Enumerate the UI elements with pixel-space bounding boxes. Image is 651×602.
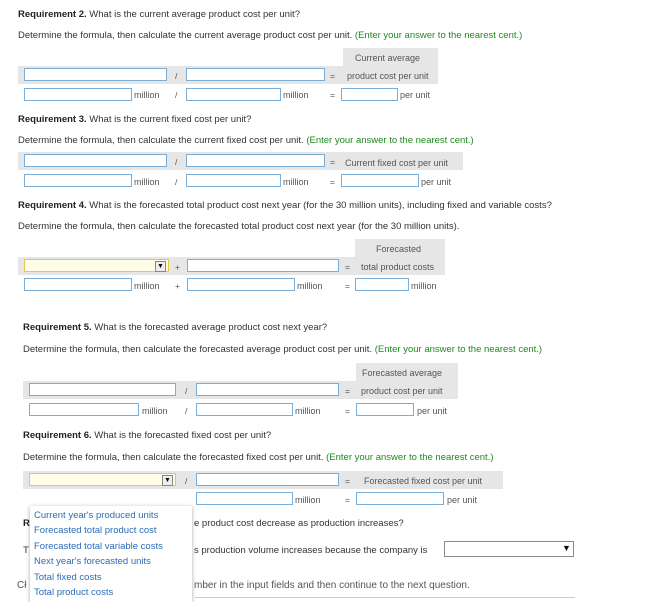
req2-instruction-note: (Enter your answer to the nearest cent.) [354, 30, 523, 41]
req4-heading [18, 200, 552, 211]
req6-unit-million: million [295, 495, 321, 505]
req2-heading-text: What is the current average product cost per unit? [89, 9, 300, 20]
req2-result-unit: per unit [400, 90, 431, 100]
req4-cost-dropdown[interactable] [24, 259, 169, 272]
req2-instruction [18, 30, 522, 41]
req4-heading-bold: Requirement 4. [18, 200, 87, 211]
req2-result-input[interactable] [341, 88, 398, 101]
req5-result-input[interactable] [356, 403, 414, 416]
footer-prefix: Cł [17, 580, 27, 591]
req2-denominator-label-input[interactable] [186, 68, 325, 81]
req7-heading-partial: e product cost decrease as production increases? [194, 518, 404, 529]
req3-divide-sign-2: / [175, 177, 178, 187]
req2-divide-sign: / [175, 71, 178, 81]
req2-numerator-value-input[interactable] [24, 88, 132, 101]
req4-plus-sign-2: + [175, 281, 180, 291]
req5-instruction-text: Determine the formula, then calculate the forecasted average product cost per unit. [23, 344, 373, 355]
dropdown-option[interactable]: Current year's produced units [34, 510, 159, 521]
req3-result-input[interactable] [341, 174, 419, 187]
req6-denominator-label-input[interactable] [196, 473, 339, 486]
footer-divider [195, 597, 575, 598]
req6-denominator-value-input[interactable] [196, 492, 293, 505]
req5-result-unit: per unit [417, 406, 448, 416]
req5-instruction [23, 344, 542, 355]
req6-result-unit: per unit [447, 495, 478, 505]
req3-unit-million-2: million [283, 177, 309, 187]
req4-result-label-1: Forecasted [376, 244, 422, 254]
req3-instruction [18, 135, 474, 146]
req6-instruction-note: (Enter your answer to the nearest cent.) [326, 452, 494, 463]
req5-equals-sign: = [345, 386, 350, 396]
req6-result-input[interactable] [356, 492, 444, 505]
dropdown-option[interactable]: Forecasted total product cost [34, 525, 157, 536]
req5-divide-sign-2: / [185, 406, 188, 416]
req7-reason-dropdown[interactable] [444, 541, 574, 557]
req4-result-label-2: total product costs [361, 262, 435, 272]
req2-unit-million-1: million [134, 90, 160, 100]
req6-dropdown-menu [30, 506, 192, 602]
req3-numerator-value-input[interactable] [24, 174, 132, 187]
req3-divide-sign: / [175, 157, 178, 167]
req4-instruction-text: Determine the formula, then calculate the forecasted total product cost next year (for the 30 million units). [18, 221, 460, 232]
req5-equals-sign-2: = [345, 406, 350, 416]
req6-equals-sign: = [345, 476, 350, 486]
req5-heading-bold: Requirement 5. [23, 322, 92, 333]
dropdown-option[interactable]: Total product costs [34, 587, 114, 598]
req6-numerator-dropdown[interactable] [29, 473, 176, 486]
req5-unit-million-1: million [142, 406, 168, 416]
req4-plus-sign: + [175, 262, 180, 272]
req3-denominator-label-input[interactable] [186, 154, 325, 167]
req2-result-label-1: Current average [355, 53, 421, 63]
dropdown-option[interactable]: Total fixed costs [34, 572, 102, 583]
req5-denominator-label-input[interactable] [196, 383, 339, 396]
req3-heading-bold: Requirement 3. [18, 114, 87, 125]
req4-heading-text: What is the forecasted total product cost next year (for the 30 million units), including fixed and variable costs? [89, 200, 552, 211]
req5-heading-text: What is the forecasted average product cost next year? [94, 322, 328, 333]
req5-instruction-note: (Enter your answer to the nearest cent.) [374, 344, 543, 355]
req4-unit-million-2: million [297, 281, 323, 291]
req6-heading [23, 430, 271, 441]
req4-instruction [18, 221, 459, 232]
req6-heading-bold: Requirement 6. [23, 430, 92, 441]
req6-equals-sign-2: = [345, 495, 350, 505]
req4-equals-sign: = [345, 262, 350, 272]
req7-heading-prefix: R [23, 518, 30, 529]
req5-numerator-value-input[interactable] [29, 403, 139, 416]
chevron-down-icon[interactable]: ▼ [562, 543, 571, 553]
req5-divide-sign: / [185, 386, 188, 396]
req2-heading [18, 9, 300, 20]
dropdown-option[interactable]: Next year's forecasted units [34, 556, 151, 567]
req2-denominator-value-input[interactable] [186, 88, 281, 101]
req2-unit-million-2: million [283, 90, 309, 100]
req5-result-label-2: product cost per unit [361, 386, 443, 396]
req2-heading-bold: Requirement 2. [18, 9, 87, 20]
req2-equals-sign-2: = [330, 90, 335, 100]
req3-heading-text: What is the current fixed cost per unit? [89, 114, 252, 125]
req4-result-unit: million [411, 281, 437, 291]
req3-instruction-text: Determine the formula, then calculate the current fixed cost per unit. [18, 135, 304, 146]
chevron-down-icon[interactable]: ▼ [162, 475, 173, 486]
req5-result-label-1: Forecasted average [362, 368, 443, 378]
req2-result-label-2: product cost per unit [347, 71, 429, 81]
req3-equals-sign-2: = [330, 177, 335, 187]
req3-numerator-label-input[interactable] [24, 154, 167, 167]
req7-sentence-prefix: T [23, 545, 29, 556]
req6-divide-sign: / [185, 476, 188, 486]
req3-equals-sign: = [330, 157, 335, 167]
req6-heading-text: What is the forecasted fixed cost per unit? [94, 430, 272, 441]
req4-result-input[interactable] [355, 278, 409, 291]
req7-sentence-partial: s production volume increases because the company is [194, 545, 428, 556]
req4-first-value-input[interactable] [24, 278, 132, 291]
chevron-down-icon[interactable]: ▼ [155, 261, 166, 272]
req3-denominator-value-input[interactable] [186, 174, 281, 187]
req6-result-label: Forecasted fixed cost per unit [364, 476, 483, 486]
footer-instruction: mber in the input fields and then continue to the next question. [194, 580, 470, 591]
req5-numerator-label-input[interactable] [29, 383, 176, 396]
req3-result-unit: per unit [421, 177, 452, 187]
req2-divide-sign-2: / [175, 90, 178, 100]
req6-instruction [23, 452, 494, 463]
dropdown-option[interactable]: Forecasted total variable costs [34, 541, 163, 552]
req3-unit-million-1: million [134, 177, 160, 187]
req5-denominator-value-input[interactable] [196, 403, 293, 416]
req3-result-label: Current fixed cost per unit [345, 158, 449, 168]
req3-heading [18, 114, 251, 125]
req4-unit-million-1: million [134, 281, 160, 291]
req2-instruction-text: Determine the formula, then calculate the current average product cost per unit. [18, 30, 353, 41]
req3-instruction-note: (Enter your answer to the nearest cent.) [306, 135, 474, 146]
req4-second-label-input[interactable] [187, 259, 339, 272]
req5-heading [23, 322, 327, 333]
req4-equals-sign-2: = [345, 281, 350, 291]
req5-unit-million-2: million [295, 406, 321, 416]
req6-instruction-text: Determine the formula, then calculate the forecasted fixed cost per unit. [23, 452, 324, 463]
req2-numerator-label-input[interactable] [24, 68, 167, 81]
req2-equals-sign: = [330, 71, 335, 81]
req4-second-value-input[interactable] [187, 278, 295, 291]
